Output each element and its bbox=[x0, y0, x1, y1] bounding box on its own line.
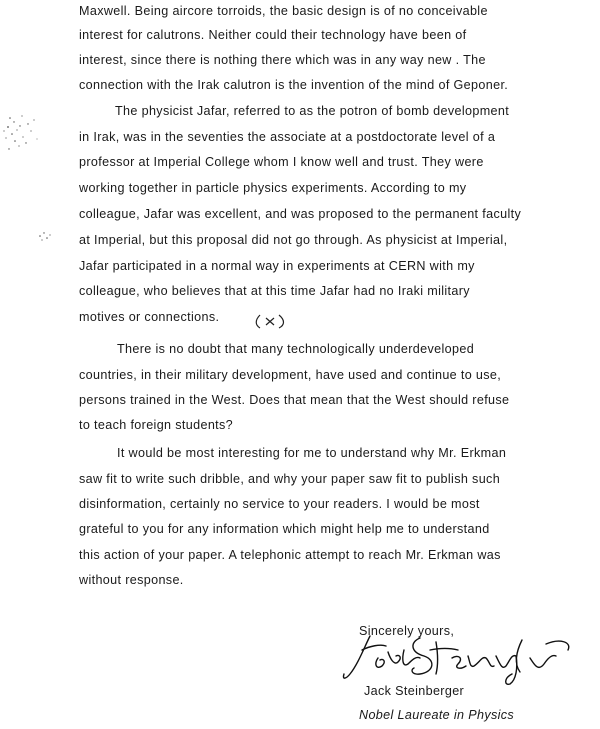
signer-title: Nobel Laureate in Physics bbox=[359, 708, 515, 722]
body-line: this action of your paper. A telephonic attempt to reach Mr. Erkman was bbox=[79, 548, 501, 562]
body-line: connection with the Irak calutron is the invention of the mind of Geponer. bbox=[79, 78, 509, 92]
body-line: colleague, who believes that at this time Jafar had no Iraki military bbox=[79, 284, 470, 298]
body-line: The physicist Jafar, referred to as the potron of bomb development bbox=[115, 104, 510, 118]
body-line: professor at Imperial College whom I know well and trust. They were bbox=[79, 155, 484, 169]
body-line: There is no doubt that many technologically underdeveloped bbox=[117, 342, 475, 356]
handwritten-annotation bbox=[254, 312, 290, 330]
body-line: working together in particle physics experiments. According to my bbox=[79, 181, 467, 195]
body-line: Maxwell. Being aircore torroids, the basic design is of no conceivable bbox=[79, 4, 488, 18]
body-line: disinformation, certainly no service to your readers. I would be most bbox=[79, 497, 480, 511]
body-line: Jafar participated in a normal way in experiments at CERN with my bbox=[79, 259, 475, 273]
body-line: It would be most interesting for me to understand why Mr. Erkman bbox=[117, 446, 507, 460]
body-line: motives or connections. bbox=[79, 310, 220, 324]
signature bbox=[340, 628, 580, 688]
body-line: persons trained in the West. Does that mean that the West should refuse bbox=[79, 393, 510, 407]
body-line: without response. bbox=[79, 573, 184, 587]
body-line: interest, since there is nothing there which was in any way new . The bbox=[79, 53, 486, 67]
body-line: countries, in their military development, have used and continue to use, bbox=[79, 368, 502, 382]
scan-noise bbox=[0, 0, 90, 260]
signer-name: Jack Steinberger bbox=[364, 684, 465, 698]
closing-line: Sincerely yours, bbox=[359, 624, 455, 638]
body-line: interest for calutrons. Neither could their technology have been of bbox=[79, 28, 467, 42]
body-line: to teach foreign students? bbox=[79, 418, 234, 432]
body-line: at Imperial, but this proposal did not go through. As physicist at Imperial, bbox=[79, 233, 508, 247]
body-line: saw fit to write such dribble, and why your paper saw fit to publish such bbox=[79, 472, 501, 486]
body-line: in Irak, was in the seventies the associate at a postdoctorate level of a bbox=[79, 130, 496, 144]
body-line: colleague, Jafar was excellent, and was proposed to the permanent faculty bbox=[79, 207, 522, 221]
body-line: grateful to you for any information which might help me to understand bbox=[79, 522, 490, 536]
